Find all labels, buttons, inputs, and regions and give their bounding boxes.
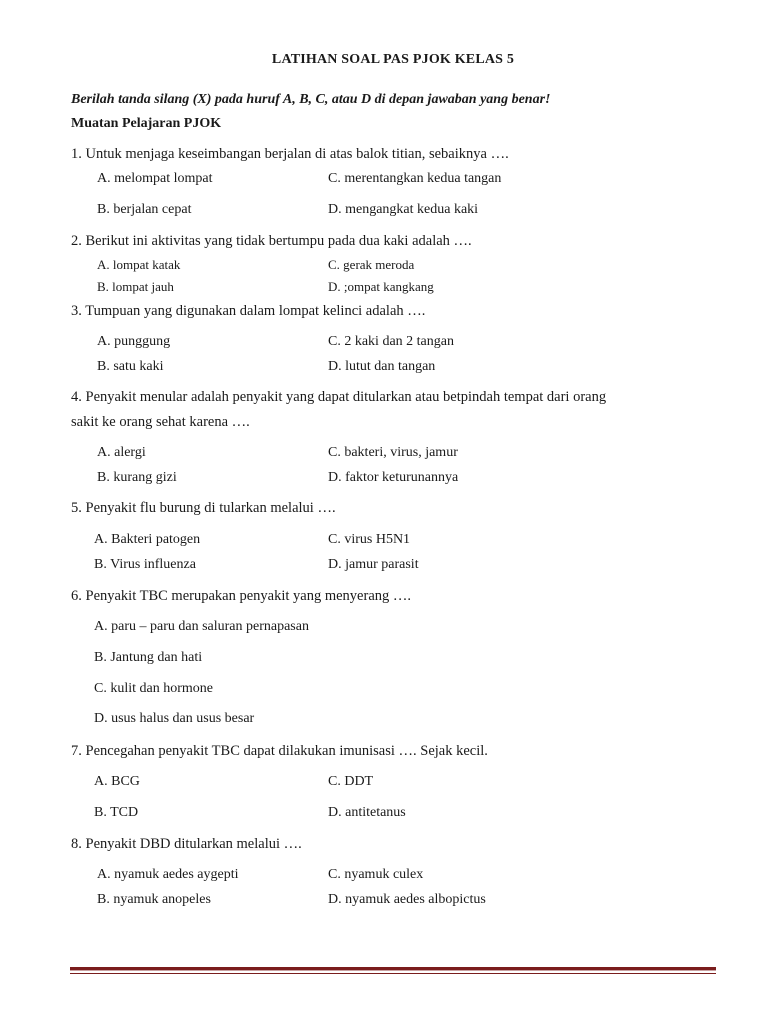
question-6-option-b: B. Jantung dan hati <box>94 650 203 665</box>
question-1: 1. Untuk menjaga keseimbangan berjalan di atas balok titian, sebaiknya …. <box>71 146 509 162</box>
footer-divider <box>70 967 716 971</box>
question-8-option-d: D. nyamuk aedes albopictus <box>328 892 486 907</box>
question-1-option-b: B. berjalan cepat <box>97 202 192 217</box>
question-2-option-a: A. lompat katak <box>97 257 181 272</box>
question-5-option-b: B. Virus influenza <box>94 557 196 572</box>
instructions: Berilah tanda silang (X) pada huruf A, B, C, atau D di depan jawaban yang benar! <box>71 92 551 107</box>
question-4-option-a: A. alergi <box>97 445 146 460</box>
question-7-option-d: D. antitetanus <box>328 805 406 820</box>
question-1-option-c: C. merentangkan kedua tangan <box>328 171 502 186</box>
question-7-option-c: C. DDT <box>328 774 374 789</box>
question-3-option-b: B. satu kaki <box>97 359 164 374</box>
footer-divider-thin <box>70 973 716 974</box>
question-7-option-a: A. BCG <box>94 774 140 789</box>
question-6-option-d: D. usus halus dan usus besar <box>94 711 255 726</box>
question-6-option-a: A. paru – paru dan saluran pernapasan <box>94 619 309 634</box>
question-2-option-c: C. gerak meroda <box>328 257 415 272</box>
question-3-option-a: A. punggung <box>97 334 171 349</box>
question-2-option-d: D. ;ompat kangkang <box>328 279 434 294</box>
question-5-option-d: D. jamur parasit <box>328 557 419 572</box>
question-7-option-b: B. TCD <box>94 805 139 820</box>
subject-heading: Muatan Pelajaran PJOK <box>71 116 222 131</box>
page-title: LATIHAN SOAL PAS PJOK KELAS 5 <box>271 52 515 67</box>
question-8: 8. Penyakit DBD ditularkan melalui …. <box>71 836 302 852</box>
question-4-line-1: 4. Penyakit menular adalah penyakit yang dapat ditularkan atau betpindah tempat dari orang <box>71 389 607 405</box>
question-8-option-b: B. nyamuk anopeles <box>97 892 211 907</box>
question-3: 3. Tumpuan yang digunakan dalam lompat kelinci adalah …. <box>71 303 426 319</box>
question-6-option-c: C. kulit dan hormone <box>94 681 213 696</box>
question-3-option-d: D. lutut dan tangan <box>328 359 436 374</box>
question-4-option-b: B. kurang gizi <box>97 470 177 485</box>
question-8-option-c: C. nyamuk culex <box>328 867 424 882</box>
question-4-option-d: D. faktor keturunannya <box>328 470 459 485</box>
question-5-option-a: A. Bakteri patogen <box>94 532 201 547</box>
question-1-option-a: A. melompat lompat <box>97 171 213 186</box>
question-1-option-d: D. mengangkat kedua kaki <box>328 202 479 217</box>
question-4-option-c: C. bakteri, virus, jamur <box>328 445 458 460</box>
question-2-option-b: B. lompat jauh <box>97 279 174 294</box>
question-4-line-2: sakit ke orang sehat karena …. <box>71 414 250 430</box>
question-7: 7. Pencegahan penyakit TBC dapat dilakukan imunisasi …. Sejak kecil. <box>71 743 488 759</box>
question-5: 5. Penyakit flu burung di tularkan melalui …. <box>71 500 336 516</box>
question-3-option-c: C. 2 kaki dan 2 tangan <box>328 334 454 349</box>
question-2: 2. Berikut ini aktivitas yang tidak bertumpu pada dua kaki adalah …. <box>71 233 472 249</box>
question-5-option-c: C. virus H5N1 <box>328 532 411 547</box>
question-6: 6. Penyakit TBC merupakan penyakit yang menyerang …. <box>71 588 411 604</box>
question-8-option-a: A. nyamuk aedes aygepti <box>97 867 239 882</box>
